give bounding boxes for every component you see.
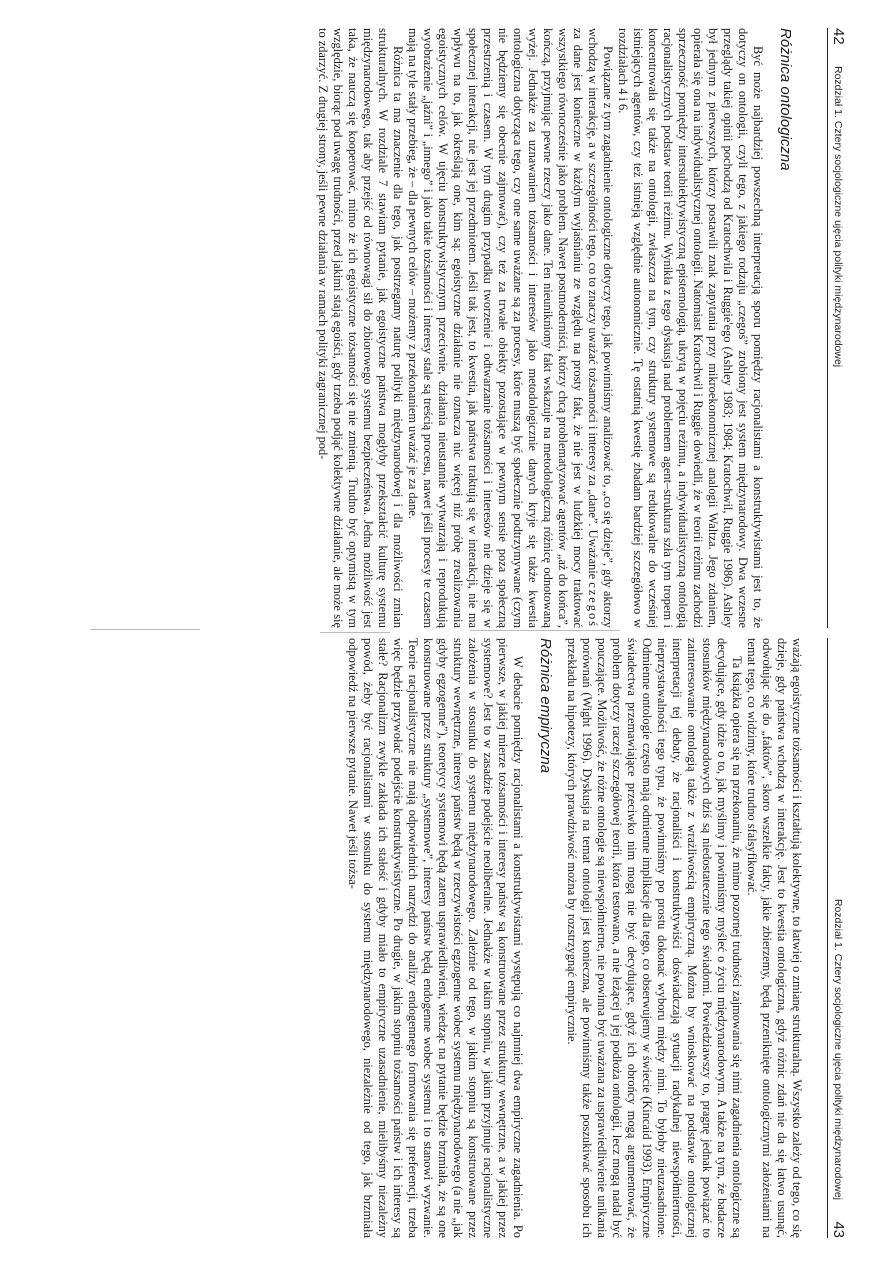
paragraph: Różnica ta ma znaczenie dla tego, jak postrzegamy naturę polityki międzynarodowej i dla możliwości zmian strukturalnych. W rozdziale 7 stawiam pytanie, jak egoistyczne państwa mogłyby przekształcić kulturę systemu międzynarodowego, tak aby przejść od równowagi sił do zbiorowego systemu bezpieczeństwa. Jedna możliwość jest taka, że nauczą się kooperować, mimo że ich egoistyczne tożsamości się nie zmienią. Trudno być optymistą w tym względzie, biorąc pod uwagę trudności, przed jakimi stają egoiści, gdy trzeba podjąć kolektywne działanie, ale może się to zdarzyć. Z drugiej strony, jeśli pewne działania w ramach polityki zagranicznej pod- bbox=[316, 28, 405, 628]
page-body bbox=[52, 638, 804, 1238]
emphasized-word: czegoś bbox=[586, 582, 600, 628]
paragraph: Ta książka opiera się na przekonaniu, że mimo pozornej trudności zajmowania się nimi zagadnienia ontologiczne są decydujące, gdy idzie o to, jak myślimy i powinniśmy myśleć o życiu międzynarodowym. A także na tym, że badacze stosunków międzynarodowych dziś są niedostatecznie tego świadomi. Powiedziawszy to, pragnę jednak powiązać to zainteresowanie ontologią także z wrażliwością empiryczną. Można by wnioskować na podstawie ontologicznej interpretacji tej debaty, że racjonaliści i konstruktywiści doświadczają sytuacji radykalnej niewspółmierności, nieprzystawalności tego typu, że powinniśmy po prostu dokonać wyboru między nimi. To byłoby nieuzasadnione. Odmienne ontologie często mają odmienne implikacje dla tego, co obserwujemy w świecie (Kincaid 1993). Empiryczne świadectwa przemawiające przeciwko nim mogą nie być decydujące, gdyż ich obrońcy mogą argumentować, że problem dotyczy raczej szczegółowej teorii, która testowano, a nie leżącej u jej podłoża ontologii, lecz mogą nadal być pouczające. Możliwość, że różne ontologie są niewspółmierne, nie powinna być uważana za usprawiedliwienie unikania porównań (Wight 1996). Dyskusja na temat ontologii jest konieczna, ale powinniśmy także poszukiwać sposobu ich przekładu na hipotezy, których prawdziwość można by rozstrzygnąć empirycznie. bbox=[565, 638, 744, 1238]
page-number: 43 bbox=[830, 1221, 847, 1238]
paragraph: ważają egoistyczne tożsamości i kształtują kolektywne, to łatwiej o zmianę strukturalną. Wszystko zależy od tego, co się dzieje, gdy państwa wchodzą w interakcję. Jest to kwestia ontologiczna, gdyż różnic zdań nie da się łatwo usunąć, odwołując się do „faktów”, skoro wszelkie fakty, jakie zbierzemy, będą przeniknięte ontologicznymi założeniami na temat tego, co widzimy, które trudno sfalsyfikować. bbox=[745, 638, 804, 1238]
running-head-text: Rozdział 1. Cztery socjologiczne ujęcia polityki międzynarodowej bbox=[832, 66, 844, 368]
paragraph bbox=[405, 28, 615, 628]
page-42 bbox=[48, 28, 848, 628]
gutter-mark bbox=[470, 630, 620, 631]
paragraph-text: Powiązane z tym zagadnienie ontologiczne dotyczy tego, jak powinniśmy analizować to, „co się dzieje”, gdy aktorzy wchodzą w interakcję, a w szczególności tego, co to znaczy uważać tożsamości i interesy za „dane”. Uważanie bbox=[586, 28, 615, 628]
paragraph: W debacie pomiędzy racjonalistami a konstruktywistami występują co najmniej dwa empiryczne zagadnienia. Po pierwsze, w jakiej mierze tożsamości i interesy państw są konstruowane przez struktury wewnętrzne, a w jakiej przez systemowe? Jest to w zasadzie podejście neoliberalne. Jednakże w takim stopniu, w jakim przyjmuje racjonalistyczne założenia w stosunku do systemu międzynarodowego. Zależnie od tego, w jakim stopniu są konstruowane przez struktury wewnętrzne, interesy państw będą w rzeczywistości egzogenne wobec systemu międzynarodowego (a nie „jak gdyby egzogenne”), teoretycy systemowi będą zatem usprawiedliwieni, wiedząc na pytanie będzie brzmiała, że są one konstruowane przez struktury „systemowe”, interesy państw będą endogenne wobec systemu i to stanowi wyzwanie. Teorie racjonalistyczne nie mają odpowiednich narzędzi do analizy endogennego formowania się preferencji, trzeba więc będzie przywołać podejście konstruktywistyczne. Po drugie, w jakim stopniu tożsamości państw i ich interesy są stałe? Racjonalizm zwykle zakłada ich stałość i gdyby miało to empiryczne uzasadnienie, mielibyśmy niezależny powód, żeby być racjonalistami w stosunku do systemu międzynarodowego, niezależnie od tego, jak brzmiała odpowiedź na pierwsze pytanie. Nawet jeśli tożsa- bbox=[346, 638, 525, 1238]
gutter-mark bbox=[90, 629, 200, 630]
section-heading: Różnica ontologiczna bbox=[777, 28, 794, 171]
running-head bbox=[827, 28, 848, 628]
section-heading: Różnica empiryczna bbox=[537, 638, 554, 774]
page-body bbox=[52, 28, 804, 628]
page-43 bbox=[48, 638, 848, 1238]
page-number: 42 bbox=[830, 28, 847, 45]
running-head bbox=[827, 638, 848, 1238]
gutter-mark bbox=[320, 632, 390, 633]
paragraph-text: za dane jest konieczne w każdym wyjaśnianiu ze względu na prosty fakt, że nie jest w ludzkiej mocy traktować wszystkiego równocześnie jako problem. Nawet postmoderniści, którzy chcą problematyzować agentów „aż do końca”, kończą, przyjmując pewne rzeczy jako dane. Ten nieunikniony fakt wskazuje na metodologiczną różnicę odnotowaną wyżej. Jednakże za uznawaniem tożsamości i interesów jako metodologicznie danych kryje się także kwestia ontologiczna dotycząca tego, czy one same uważane są za procesy, które muszą być społecznie podtrzymywane (czym nie będziemy się obecnie zajmować), czy też za trwałe obiekty pozostające w pewnym sensie poza społeczną przestrzenią i czasem. W tym drugim przypadku tworzenie i odtwarzanie tożsamości i interesów nie dzieje się w społecznej interakcji, nie jest jej przedmiotem. Jeśli tak jest, to kwestia, jak państwa traktują się w interakcji, nie ma wpływu na to, jak określają one, kim są: egoistyczne działanie nie oznacza nic więcej niż próbę zrealizowania egoistycznych celów. W ujęciu konstruktywistycznym przeciwnie, działania nieustannie wytwarzają i reprodukują wyobrażenie „jaźni” i „innego” i jako takie tożsamości i interesy stale są treścią procesu, nawet jeśli procesy te czasem mają na tyle stały przebieg, że – dla pewnych celów – możemy z przekonaniem uważać je za dane. bbox=[406, 28, 585, 628]
running-head-text: Rozdział 1. Cztery socjologiczne ujęcia polityki międzynarodowej bbox=[832, 898, 844, 1200]
paragraph: Być może najbardziej powszechną interpretacją sporu pomiędzy racjonalistami a konstruktywistami jest to, że dotyczy on ontologii, czyli tego, z jakiego rodzaju „czegoś” zrobiony jest system międzynarodowy. Dwa wczesne przeglądy takiej opinii pochodzą od Kratochwila i Ruggie'ego (Ashley 1983; 1984; Kratochwil, Ruggie 1986). Ashley był jednym z pierwszych, którzy postawili znak zapytania przy mikroekonomicznej analogii Waltza. Jego zdaniem, opierała się ona na indywidualistycznej ontologii. Natomiast Kratochwil i Ruggie dowiedli, że w teorii reżimu zachodzi sprzeczność pomiędzy intersubiektywistyczną epistemologią, ukrytą w pojęciu reżimu, a indywidualistyczną ontologią racjonalistycznych podstaw teorii reżimu. Wynikła z tego dyskusja nad problemem agent–struktura szła tym tropem i koncentrowała się także na ontologii, zwłaszcza na tym, czy struktury systemowe są redukowalne do wcześniej istniejących agentów, czy też istnieją względnie autonomicznie. Tę ostatnią kwestię zbadam bardziej szczegółowo w rozdziałach 4 i 6. bbox=[616, 28, 765, 628]
